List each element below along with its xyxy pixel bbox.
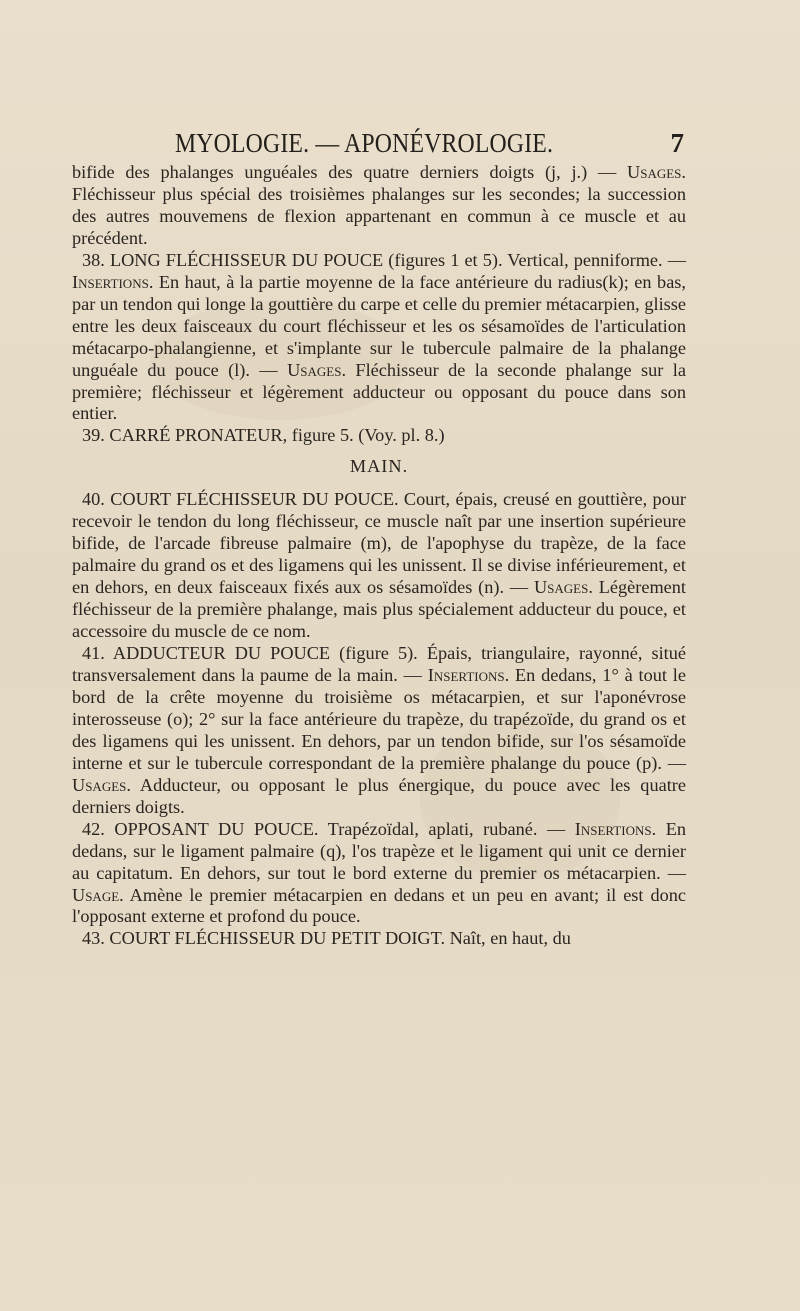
text-run: . Fléchisseur de la seconde phalange sur la première; fléchisseur et légèrement adducteur ou opposant du pouce dans son entier.: [72, 359, 686, 424]
small-caps-keyword: Usage: [72, 884, 120, 905]
small-caps-keyword: Insertions: [427, 664, 505, 685]
small-caps-keyword: Usages: [533, 577, 589, 598]
text-run: . Amène le premier métacarpien en dedans et un peu en avant; il est donc l'opposant externe et profond du pouce.: [72, 884, 686, 927]
text-run: 40. COURT FLÉCHISSEUR DU POUCE. Court, épais, creusé en gouttière, pour recevoir le tendon du long fléchisseur, ce muscle naît par une insertion supérieure bifide, de l'arcade fibreuse palmaire (m), de l'apophyse du trapèze, de la face palmaire du grand os et des ligamens qui les unissent. Il se divise inférieurement, et en dehors, en deux faisceaux fixés aux os sésamoïdes (n). —: [72, 489, 686, 598]
small-caps-keyword: Insertions: [72, 271, 149, 292]
paragraph-41: [72, 643, 686, 819]
text-run: . Légèrement fléchisseur de la première phalange, mais plus spécialement adducteur du pouce, et accessoire du muscle de ce nom.: [72, 577, 687, 642]
paragraph-43: [72, 928, 686, 950]
running-title: MYOLOGIE. — APONÉVROLOGIE.: [175, 128, 554, 158]
text-run: . Adducteur, ou opposant le plus énergique, du pouce avec les quatre derniers doigts.: [72, 774, 686, 817]
text-run: . Fléchisseur plus spécial des troisièmes phalanges sur les secondes; la succession des autres mouvemens de flexion appartenant en commun à ce muscle et au précédent.: [72, 162, 686, 248]
text-run: . En dedans, 1° à tout le bord de la crête moyenne du troisième os métacarpien, et sur l'aponévrose interosseuse (o); 2° sur la face antérieure du trapèze, du trapézoïde, du grand os et des ligamens qui les unissent. En dehors, par un tendon bifide, sur l'os sésamoïde interne et sur le tubercule correspondant de la première phalange du pouce (p). —: [72, 664, 686, 773]
text-run: 41. ADDUCTEUR DU POUCE (figure 5). Épais, triangulaire, rayonné, situé transversalement dans la paume de la main. —: [72, 643, 686, 685]
paragraph-42: [72, 819, 686, 929]
section-heading: MAIN.: [349, 456, 409, 477]
small-caps-keyword: Usages: [627, 162, 682, 182]
text-run: 38. LONG FLÉCHISSEUR DU POUCE (figures 1 et 5). Vertical, penniforme. —: [82, 249, 686, 270]
paragraph-continuation: [72, 162, 686, 250]
paragraph-39: [72, 425, 686, 447]
text-run: . En haut, à la partie moyenne de la face antérieure du radius(k); en bas, par un tendon qui longe la gouttière du carpe et celle du premier métacarpien, glisse entre les deux faisceaux du court fléchisseur et les os sésamoïdes de l'articulation métacarpo-phalangienne, et s'implante sur le tubercule palmaire de la phalange unguéale du pouce (l). —: [72, 271, 686, 380]
small-caps-keyword: Usages: [72, 774, 127, 795]
paragraph-40: [72, 489, 686, 643]
paragraph-38: [72, 250, 686, 426]
text-run: 43. COURT FLÉCHISSEUR DU PETIT DOIGT. Naît, en haut, du: [82, 928, 571, 949]
body-text: [72, 162, 686, 950]
small-caps-keyword: Usages: [287, 359, 342, 380]
page-number: 7: [670, 128, 684, 158]
small-caps-keyword: Insertions: [574, 818, 652, 839]
text-run: . En dedans, sur le ligament palmaire (q), l'os trapèze et le ligament qui unit ce dernier au capitatum. En dehors, sur tout le bord externe du premier os métacarpien. —: [72, 818, 686, 883]
text-run: 42. OPPOSANT DU POUCE. Trapézoïdal, aplati, rubané. —: [82, 818, 575, 839]
text-run: 39. CARRÉ PRONATEUR, figure 5. (Voy. pl. 8.): [82, 425, 445, 446]
text-run: bifide des phalanges unguéales des quatre derniers doigts (j, j.) —: [72, 162, 628, 182]
